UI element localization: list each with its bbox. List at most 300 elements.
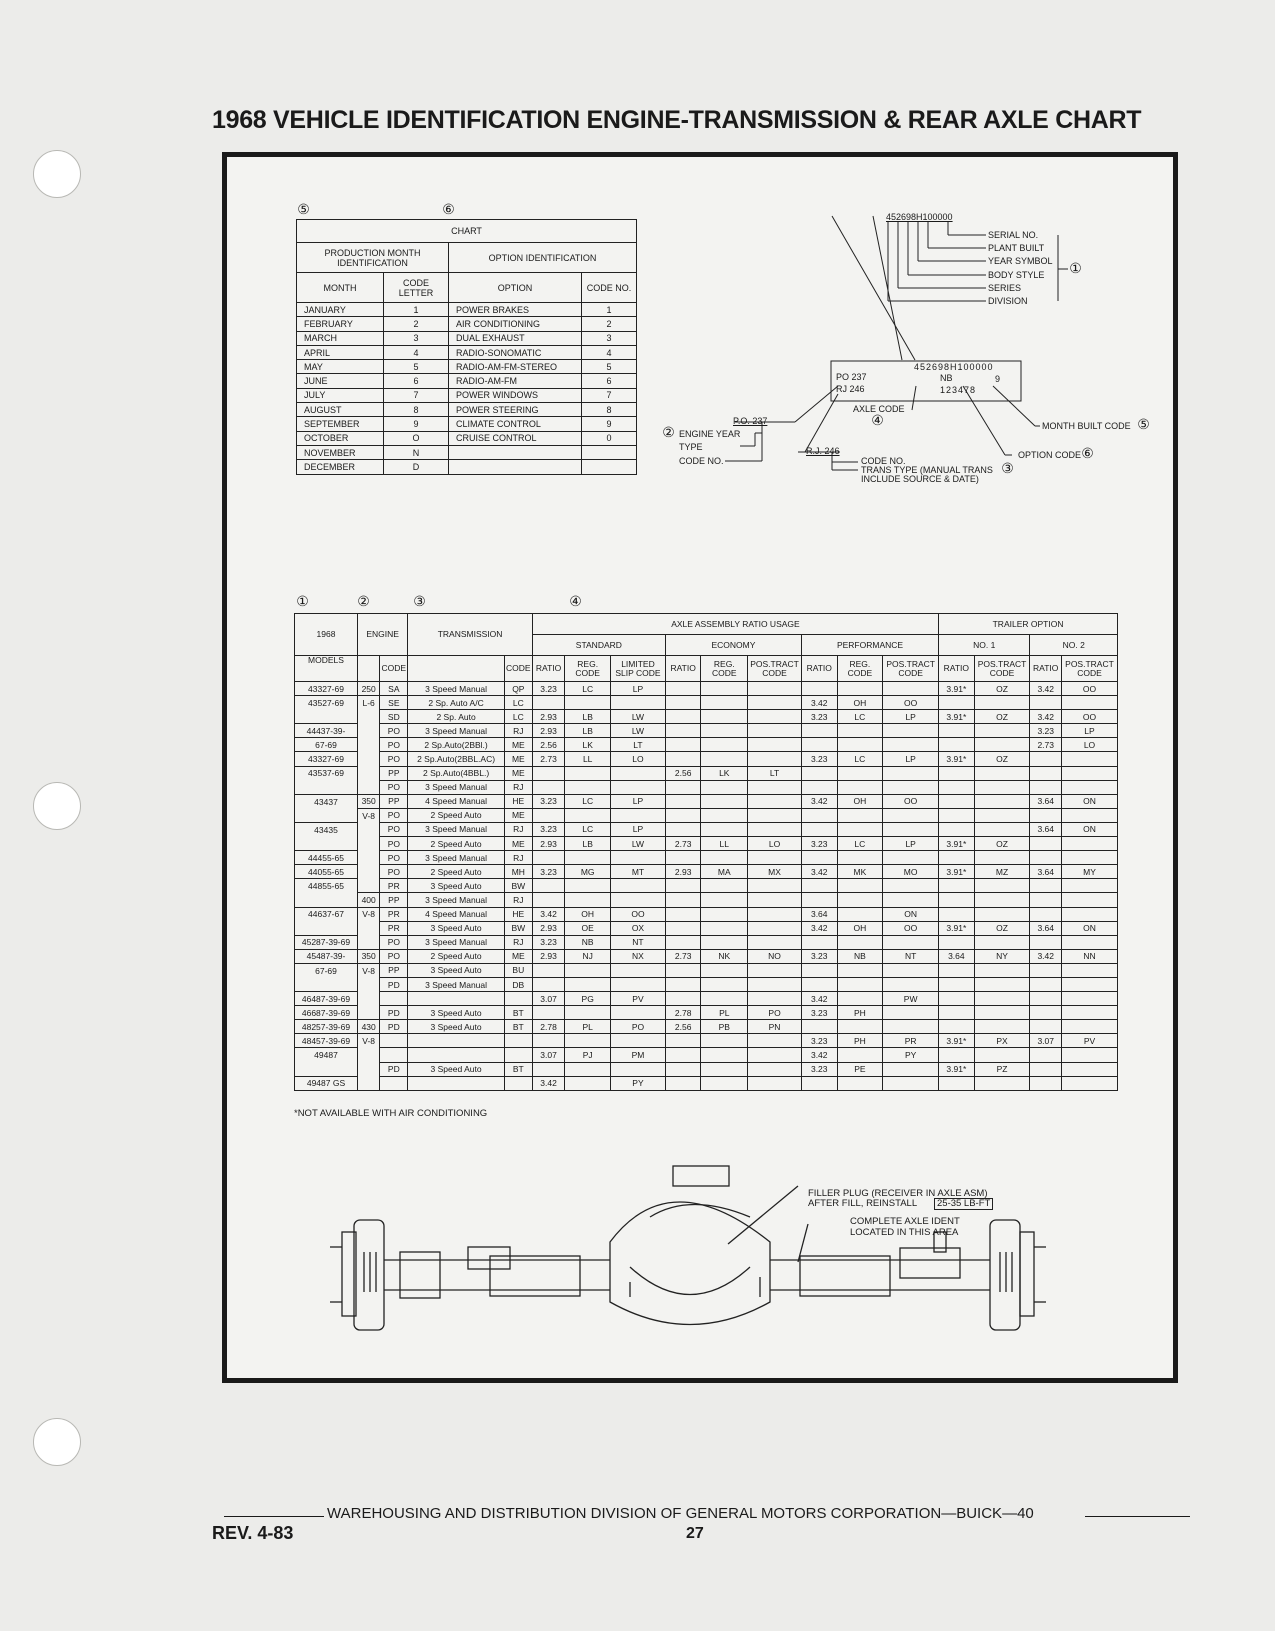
- trans-type: TRANS TYPE (MANUAL TRANS: [861, 465, 993, 475]
- engine-cell: [357, 879, 379, 893]
- perf-pos-cell: [883, 724, 939, 738]
- vin-label-series: SERIES: [988, 283, 1022, 293]
- eco-pos-cell: [748, 1048, 802, 1062]
- eco-pos-cell: PN: [748, 1020, 802, 1034]
- no2-pos-cell: [1061, 907, 1117, 921]
- perf-reg-cell: PH: [837, 1034, 883, 1048]
- eng-code-cell: PO: [380, 724, 408, 738]
- engine-cell: [357, 780, 379, 794]
- no1-pos-cell: [974, 724, 1030, 738]
- std-limited-cell: PO: [611, 1020, 666, 1034]
- eco-pos-cell: NO: [748, 949, 802, 963]
- perf-pos-cell: [883, 780, 939, 794]
- no1-ratio-cell: [939, 992, 975, 1006]
- code-letter-cell: 8: [384, 403, 449, 417]
- no1-ratio-cell: 3.91*: [939, 710, 975, 724]
- engine-cell: V-8: [357, 907, 379, 921]
- perf-pos-cell: [883, 879, 939, 893]
- eng-code-cell: [380, 1076, 408, 1090]
- no2-pos-cell: LO: [1061, 738, 1117, 752]
- eng-code-cell: PO: [380, 949, 408, 963]
- no1-pos-cell: MZ: [974, 865, 1030, 879]
- no1-pos-cell: [974, 808, 1030, 822]
- transmission-cell: 3 Speed Manual: [408, 935, 505, 949]
- model-cell: 49487: [295, 1048, 358, 1062]
- std-reg-cell: LC: [565, 822, 611, 836]
- engine-cell: V-8: [357, 1034, 379, 1048]
- table-row: [295, 949, 1118, 963]
- h-no2-pos: POS.TRACT CODE: [1061, 656, 1117, 682]
- engine-cell: [357, 1076, 379, 1090]
- po-small: P.O. 237: [733, 416, 768, 426]
- engine-cell: [357, 710, 379, 724]
- vin-box-number: 452698H100000: [914, 362, 994, 372]
- no2-pos-cell: [1061, 696, 1117, 710]
- no2-ratio-cell: 3.64: [1030, 794, 1061, 808]
- transmission-cell: 3 Speed Manual: [408, 682, 505, 696]
- perf-reg-cell: LC: [837, 837, 883, 851]
- model-cell: [295, 808, 358, 822]
- trans-code-cell: BU: [504, 963, 532, 977]
- perf-ratio-cell: [801, 724, 837, 738]
- perf-pos-cell: [883, 1020, 939, 1034]
- no1-ratio-cell: 3.91*: [939, 1034, 975, 1048]
- month-cell: OCTOBER: [297, 431, 384, 445]
- std-reg-cell: [565, 1062, 611, 1076]
- no1-pos-cell: [974, 766, 1030, 780]
- no2-ratio-cell: [1030, 1076, 1061, 1090]
- std-limited-cell: [611, 977, 666, 991]
- eco-reg-cell: [701, 851, 748, 865]
- engine-cell: L-6: [357, 696, 379, 710]
- vin-box-nums: 123478: [940, 385, 977, 395]
- h-eco-pos: POS.TRACT CODE: [748, 656, 802, 682]
- eco-reg-cell: [701, 1076, 748, 1090]
- eco-pos-cell: [748, 893, 802, 907]
- option-cell: DUAL EXHAUST: [449, 331, 582, 345]
- eco-ratio-cell: [665, 808, 701, 822]
- no1-ratio-cell: [939, 907, 975, 921]
- eco-reg-cell: [701, 1034, 748, 1048]
- no1-ratio-cell: [939, 794, 975, 808]
- eco-reg-cell: [701, 752, 748, 766]
- model-cell: 49487 GS: [295, 1076, 358, 1090]
- std-limited-cell: OO: [611, 907, 666, 921]
- transmission-cell: [408, 992, 505, 1006]
- std-limited-cell: [611, 1062, 666, 1076]
- binder-hole-middle: [33, 782, 81, 830]
- eco-ratio-cell: [665, 935, 701, 949]
- model-cell: 46487-39-69: [295, 992, 358, 1006]
- perf-ratio-cell: [801, 738, 837, 752]
- option-cell: POWER WINDOWS: [449, 388, 582, 402]
- eco-ratio-cell: [665, 780, 701, 794]
- eng-code-cell: PO: [380, 808, 408, 822]
- no1-ratio-cell: [939, 851, 975, 865]
- perf-ratio-cell: 3.42: [801, 865, 837, 879]
- transmission-cell: 3 Speed Manual: [408, 822, 505, 836]
- table-row: [295, 963, 1118, 977]
- eco-ratio-cell: [665, 963, 701, 977]
- transmission-cell: 2 Speed Auto: [408, 865, 505, 879]
- no2-pos-cell: [1061, 963, 1117, 977]
- engine-cell: [357, 752, 379, 766]
- perf-ratio-cell: [801, 808, 837, 822]
- std-reg-cell: [565, 851, 611, 865]
- h-engine: ENGINE: [357, 614, 407, 656]
- perf-reg-cell: [837, 907, 883, 921]
- vin-label-division: DIVISION: [988, 296, 1028, 306]
- table-row: [295, 710, 1118, 724]
- no1-pos-cell: PX: [974, 1034, 1030, 1048]
- eng-code-cell: PP: [380, 766, 408, 780]
- code-letter-cell: 7: [384, 388, 449, 402]
- no2-ratio-cell: [1030, 907, 1061, 921]
- perf-ratio-cell: 3.23: [801, 752, 837, 766]
- eco-reg-cell: [701, 907, 748, 921]
- transmission-cell: 2 Speed Auto: [408, 949, 505, 963]
- perf-reg-cell: [837, 766, 883, 780]
- marker-2-vin: ②: [662, 424, 675, 440]
- no2-pos-cell: [1061, 1062, 1117, 1076]
- perf-pos-cell: [883, 808, 939, 822]
- perf-pos-cell: [883, 977, 939, 991]
- std-ratio-cell: 2.73: [532, 752, 565, 766]
- std-ratio-cell: [532, 1006, 565, 1020]
- perf-ratio-cell: [801, 893, 837, 907]
- option-cell: RADIO-AM-FM-STEREO: [449, 360, 582, 374]
- chart-title: CHART: [297, 220, 637, 243]
- type-label: TYPE: [679, 442, 703, 452]
- eng-code-cell: SA: [380, 682, 408, 696]
- trans-code-cell: ME: [504, 837, 532, 851]
- no2-ratio-cell: 3.07: [1030, 1034, 1061, 1048]
- model-cell: 44637-67: [295, 907, 358, 921]
- eco-ratio-cell: [665, 1048, 701, 1062]
- perf-reg-cell: [837, 935, 883, 949]
- std-reg-cell: PJ: [565, 1048, 611, 1062]
- no2-ratio-cell: [1030, 1006, 1061, 1020]
- std-reg-cell: PL: [565, 1020, 611, 1034]
- no1-ratio-cell: [939, 822, 975, 836]
- no2-pos-cell: ON: [1061, 822, 1117, 836]
- transmission-cell: [408, 1034, 505, 1048]
- transmission-cell: 2 Sp. Auto: [408, 710, 505, 724]
- perf-ratio-cell: [801, 879, 837, 893]
- no2-ratio-cell: 2.73: [1030, 738, 1061, 752]
- transmission-cell: 3 Speed Manual: [408, 851, 505, 865]
- std-reg-cell: OH: [565, 907, 611, 921]
- no2-ratio-cell: [1030, 893, 1061, 907]
- no1-pos-cell: [974, 851, 1030, 865]
- h-engine-blank: [357, 656, 379, 682]
- no2-ratio-cell: [1030, 696, 1061, 710]
- trans-code-cell: ME: [504, 738, 532, 752]
- perf-reg-cell: [837, 1020, 883, 1034]
- model-cell: [295, 921, 358, 935]
- eco-ratio-cell: 2.93: [665, 865, 701, 879]
- no2-pos-cell: MY: [1061, 865, 1117, 879]
- h-perf-ratio: RATIO: [801, 656, 837, 682]
- no2-pos-cell: [1061, 1006, 1117, 1020]
- std-ratio-cell: 3.23: [532, 935, 565, 949]
- table-row: [295, 766, 1118, 780]
- std-limited-cell: [611, 766, 666, 780]
- engine-cell: [357, 851, 379, 865]
- transmission-cell: 2 Sp. Auto A/C: [408, 696, 505, 710]
- std-reg-cell: [565, 696, 611, 710]
- table-row: [295, 822, 1118, 836]
- vin-box-nb: NB: [940, 373, 953, 383]
- transmission-cell: 3 Speed Manual: [408, 893, 505, 907]
- no2-ratio-cell: [1030, 1048, 1061, 1062]
- model-cell: 44055-65: [295, 865, 358, 879]
- no2-pos-cell: OO: [1061, 682, 1117, 696]
- perf-reg-cell: OH: [837, 921, 883, 935]
- binder-hole-bottom: [33, 1418, 81, 1466]
- eco-reg-cell: [701, 1062, 748, 1076]
- trans-code-cell: RJ: [504, 780, 532, 794]
- page-title: 1968 VEHICLE IDENTIFICATION ENGINE-TRANSMISSION & REAR AXLE CHART: [212, 106, 1142, 134]
- eco-ratio-cell: [665, 893, 701, 907]
- trans-code-cell: DB: [504, 977, 532, 991]
- perf-ratio-cell: 3.23: [801, 710, 837, 724]
- no2-pos-cell: LP: [1061, 724, 1117, 738]
- month-cell: DECEMBER: [297, 460, 384, 474]
- footer-line-left: [224, 1516, 324, 1517]
- h-models: MODELS: [295, 656, 358, 682]
- perf-ratio-cell: 3.42: [801, 1048, 837, 1062]
- eng-code-cell: PR: [380, 921, 408, 935]
- trans-code-cell: [504, 1048, 532, 1062]
- no1-ratio-cell: [939, 1006, 975, 1020]
- eco-reg-cell: MA: [701, 865, 748, 879]
- eng-code-cell: PO: [380, 752, 408, 766]
- no2-ratio-cell: [1030, 752, 1061, 766]
- perf-ratio-cell: [801, 766, 837, 780]
- table-row: [295, 738, 1118, 752]
- no2-ratio-cell: [1030, 837, 1061, 851]
- h-engine-code: CODE: [380, 656, 408, 682]
- code-no-cell: 1: [582, 303, 637, 317]
- eco-reg-cell: LK: [701, 766, 748, 780]
- code-letter-cell: 3: [384, 331, 449, 345]
- eco-reg-cell: [701, 780, 748, 794]
- no1-ratio-cell: [939, 766, 975, 780]
- eco-pos-cell: [748, 724, 802, 738]
- trans-code-cell: [504, 1034, 532, 1048]
- no2-pos-cell: [1061, 935, 1117, 949]
- model-cell: 45487-39-: [295, 949, 358, 963]
- code-no-cell: 6: [582, 374, 637, 388]
- h-transmission: TRANSMISSION: [408, 614, 533, 656]
- std-ratio-cell: 3.07: [532, 992, 565, 1006]
- h-no1-ratio: RATIO: [939, 656, 975, 682]
- month-cell: MAY: [297, 360, 384, 374]
- no2-pos-cell: [1061, 977, 1117, 991]
- perf-ratio-cell: 3.42: [801, 921, 837, 935]
- perf-reg-cell: [837, 879, 883, 893]
- table-row: [295, 1048, 1118, 1062]
- no1-ratio-cell: [939, 1020, 975, 1034]
- model-cell: [295, 893, 358, 907]
- eco-ratio-cell: [665, 752, 701, 766]
- perf-reg-cell: [837, 977, 883, 991]
- model-cell: [295, 977, 358, 991]
- perf-ratio-cell: 3.23: [801, 837, 837, 851]
- table-row: [295, 1020, 1118, 1034]
- no1-pos-cell: OZ: [974, 710, 1030, 724]
- h-eco-reg: REG. CODE: [701, 656, 748, 682]
- engine-cell: [357, 992, 379, 1006]
- table-row: [295, 865, 1118, 879]
- eco-ratio-cell: [665, 1076, 701, 1090]
- eng-code-cell: PO: [380, 837, 408, 851]
- perf-ratio-cell: [801, 1076, 837, 1090]
- no1-pos-cell: [974, 1048, 1030, 1062]
- eco-reg-cell: [701, 977, 748, 991]
- model-cell: 48257-39-69: [295, 1020, 358, 1034]
- eco-pos-cell: [748, 963, 802, 977]
- vin-label-year: YEAR SYMBOL: [988, 256, 1053, 266]
- eco-pos-cell: [748, 780, 802, 794]
- code-no-cell: 4: [582, 345, 637, 359]
- eco-pos-cell: [748, 935, 802, 949]
- filler-plug-label: FILLER PLUG (RECEIVER IN AXLE ASM): [808, 1188, 988, 1199]
- table-row: [295, 1062, 1118, 1076]
- no2-pos-cell: OO: [1061, 710, 1117, 724]
- eco-pos-cell: [748, 710, 802, 724]
- std-ratio-cell: 2.93: [532, 710, 565, 724]
- perf-reg-cell: [837, 724, 883, 738]
- perf-reg-cell: [837, 992, 883, 1006]
- std-reg-cell: NJ: [565, 949, 611, 963]
- std-ratio-cell: [532, 893, 565, 907]
- no1-ratio-cell: [939, 893, 975, 907]
- std-reg-cell: PG: [565, 992, 611, 1006]
- eng-code-cell: PR: [380, 907, 408, 921]
- std-ratio-cell: [532, 766, 565, 780]
- no1-ratio-cell: 3.91*: [939, 837, 975, 851]
- eco-reg-cell: [701, 879, 748, 893]
- eco-pos-cell: [748, 879, 802, 893]
- option-cell: CRUISE CONTROL: [449, 431, 582, 445]
- eng-code-cell: PD: [380, 1006, 408, 1020]
- perf-ratio-cell: 3.42: [801, 696, 837, 710]
- perf-pos-cell: [883, 935, 939, 949]
- perf-reg-cell: OH: [837, 696, 883, 710]
- no2-ratio-cell: [1030, 963, 1061, 977]
- std-limited-cell: [611, 851, 666, 865]
- model-cell: 67-69: [295, 738, 358, 752]
- model-cell: 43537-69: [295, 766, 358, 780]
- std-ratio-cell: [532, 963, 565, 977]
- located-label: LOCATED IN THIS AREA: [850, 1227, 959, 1238]
- h-eco-ratio: RATIO: [665, 656, 701, 682]
- no2-ratio-cell: [1030, 879, 1061, 893]
- perf-reg-cell: [837, 780, 883, 794]
- eco-pos-cell: [748, 794, 802, 808]
- eng-code-cell: PR: [380, 879, 408, 893]
- no1-pos-cell: [974, 1006, 1030, 1020]
- perf-reg-cell: [837, 808, 883, 822]
- std-limited-cell: LP: [611, 822, 666, 836]
- no2-pos-cell: ON: [1061, 794, 1117, 808]
- transmission-cell: 3 Speed Auto: [408, 963, 505, 977]
- std-ratio-cell: 3.42: [532, 1076, 565, 1090]
- perf-reg-cell: MK: [837, 865, 883, 879]
- std-ratio-cell: 3.23: [532, 822, 565, 836]
- eng-code-cell: PP: [380, 963, 408, 977]
- no2-ratio-cell: 3.64: [1030, 822, 1061, 836]
- col-month: MONTH: [297, 273, 384, 303]
- eng-code-cell: PO: [380, 822, 408, 836]
- perf-ratio-cell: [801, 963, 837, 977]
- eco-pos-cell: [748, 738, 802, 752]
- engine-cell: 350: [357, 949, 379, 963]
- eco-ratio-cell: [665, 851, 701, 865]
- no1-pos-cell: [974, 696, 1030, 710]
- perf-reg-cell: [837, 851, 883, 865]
- std-ratio-cell: 3.23: [532, 682, 565, 696]
- table-row: [295, 682, 1118, 696]
- eco-ratio-cell: [665, 977, 701, 991]
- std-reg-cell: [565, 780, 611, 794]
- eco-ratio-cell: [665, 992, 701, 1006]
- trans-code-cell: MH: [504, 865, 532, 879]
- perf-reg-cell: PE: [837, 1062, 883, 1076]
- option-header: OPTION IDENTIFICATION: [449, 243, 637, 273]
- no1-pos-cell: [974, 879, 1030, 893]
- code-letter-cell: O: [384, 431, 449, 445]
- model-cell: [295, 837, 358, 851]
- month-cell: NOVEMBER: [297, 445, 384, 459]
- no2-pos-cell: [1061, 1020, 1117, 1034]
- transmission-cell: 3 Speed Auto: [408, 879, 505, 893]
- h-performance: PERFORMANCE: [801, 635, 938, 656]
- eco-reg-cell: [701, 738, 748, 752]
- no1-pos-cell: [974, 992, 1030, 1006]
- eco-ratio-cell: [665, 1062, 701, 1076]
- engine-cell: V-8: [357, 963, 379, 977]
- std-ratio-cell: [532, 780, 565, 794]
- std-reg-cell: [565, 1034, 611, 1048]
- include-source: INCLUDE SOURCE & DATE): [861, 474, 979, 484]
- no2-ratio-cell: 3.64: [1030, 921, 1061, 935]
- model-cell: 48457-39-69: [295, 1034, 358, 1048]
- eng-code-cell: PO: [380, 738, 408, 752]
- table-row: [295, 879, 1118, 893]
- perf-pos-cell: [883, 1076, 939, 1090]
- transmission-cell: 3 Speed Auto: [408, 921, 505, 935]
- perf-pos-cell: [883, 1006, 939, 1020]
- perf-ratio-cell: [801, 682, 837, 696]
- perf-pos-cell: [883, 1062, 939, 1076]
- perf-ratio-cell: 3.42: [801, 992, 837, 1006]
- trans-code-cell: [504, 992, 532, 1006]
- month-cell: JANUARY: [297, 303, 384, 317]
- eco-ratio-cell: [665, 907, 701, 921]
- std-limited-cell: PM: [611, 1048, 666, 1062]
- engine-year-label: ENGINE YEAR: [679, 429, 741, 439]
- perf-ratio-cell: [801, 822, 837, 836]
- perf-reg-cell: [837, 893, 883, 907]
- option-cell: POWER BRAKES: [449, 303, 582, 317]
- trans-code-cell: RJ: [504, 724, 532, 738]
- eng-code-cell: PO: [380, 851, 408, 865]
- trans-code-cell: RJ: [504, 893, 532, 907]
- no2-ratio-cell: [1030, 1020, 1061, 1034]
